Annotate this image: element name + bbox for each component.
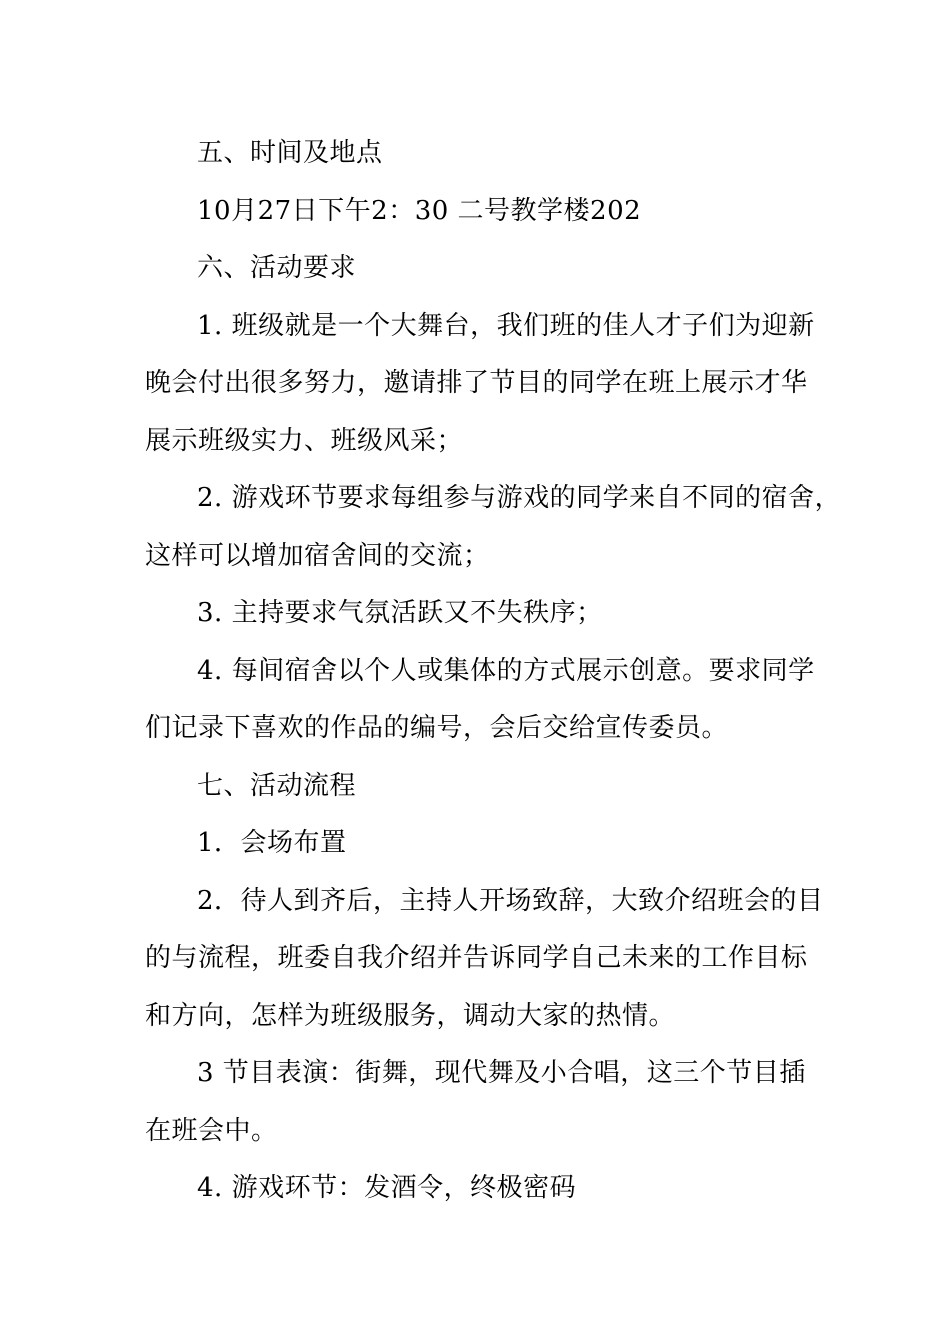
process-step-3-line-2: 在班会中。: [145, 1115, 278, 1146]
requirement-1-line-2: 晚会付出很多努力，邀请排了节目的同学在班上展示才华: [145, 368, 808, 398]
document-body: [145, 125, 842, 1218]
requirement-2-line-2: 这样可以增加宿舍间的交流；: [145, 540, 490, 571]
process-step-1: 1．会场布置: [197, 828, 347, 858]
requirement-4-line-2: 们记录下喜欢的作品的编号，会后交给宣传委员。: [145, 713, 729, 743]
section-heading-process: 七、活动流程: [197, 770, 357, 801]
process-step-4: 4. 游戏环节：发酒令，终极密码: [197, 1173, 577, 1203]
section-heading-time-place: 五、时间及地点: [197, 138, 383, 168]
requirement-1-line-1: 1. 班级就是一个大舞台，我们班的佳人才子们为迎新: [197, 310, 815, 341]
requirement-4-line-1: 4. 每间宿舍以个人或集体的方式展示创意。要求同学: [197, 655, 815, 686]
process-step-2-line-1: 2．待人到齐后，主持人开场致辞，大致介绍班会的目: [197, 885, 824, 916]
section-heading-requirements: 六、活动要求: [197, 253, 357, 283]
requirement-1-line-3: 展示班级实力、班级风采；: [145, 425, 464, 456]
process-step-2-line-3: 和方向，怎样为班级服务，调动大家的热情。: [145, 1000, 676, 1031]
time-place-text: 10月27日下午2：30 二号教学楼202: [197, 195, 642, 226]
requirement-2-line-1: 2. 游戏环节要求每组参与游戏的同学来自不同的宿舍，: [197, 483, 842, 513]
process-step-3-line-1: 3 节目表演：街舞，现代舞及小合唱，这三个节目插: [197, 1058, 806, 1088]
requirement-3: 3. 主持要求气氛活跃又不失秩序；: [197, 598, 603, 628]
process-step-2-line-2: 的与流程，班委自我介绍并告诉同学自己未来的工作目标: [145, 943, 808, 973]
